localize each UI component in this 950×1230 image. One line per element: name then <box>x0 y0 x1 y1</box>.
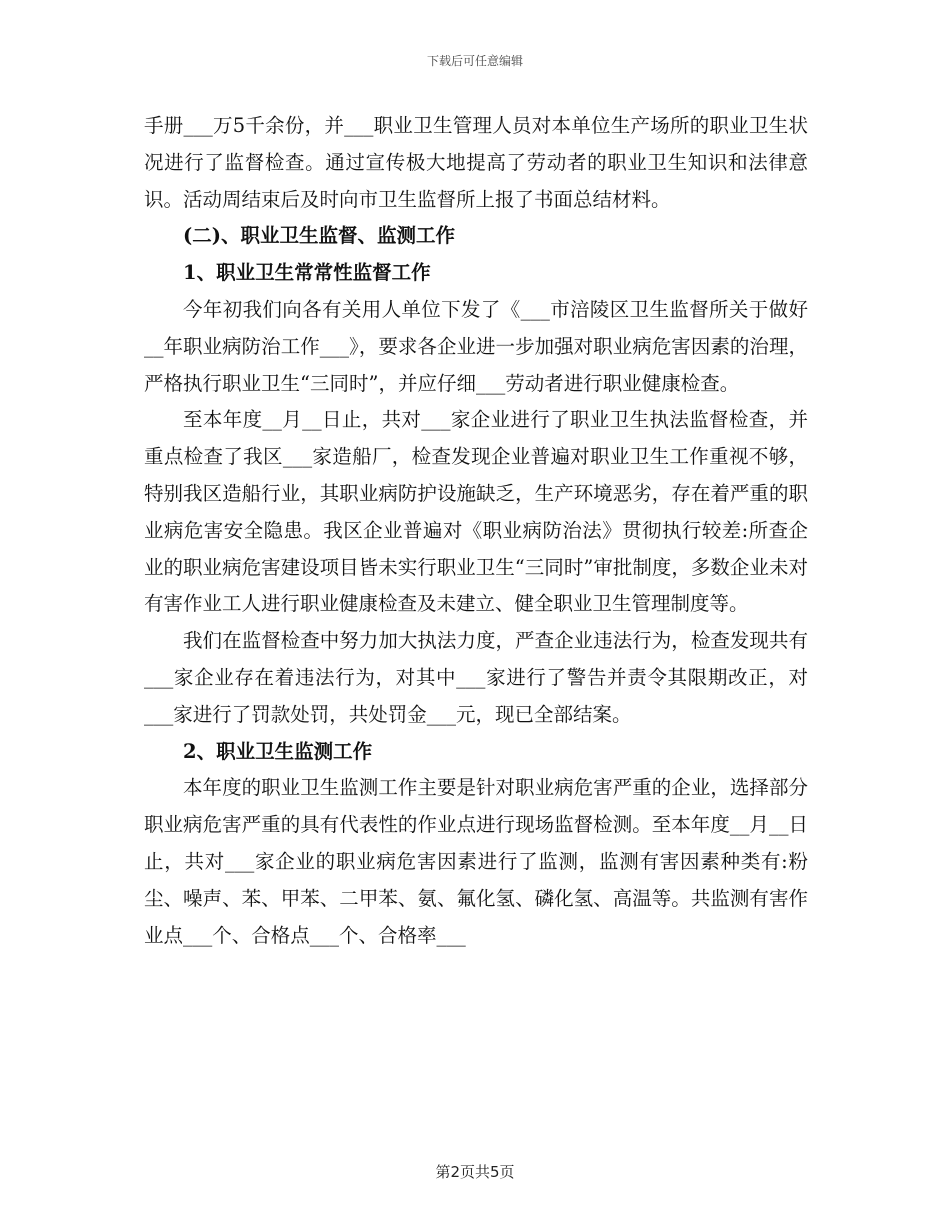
document-body <box>144 108 808 954</box>
subsection-heading-routine-supervision: 1、职业卫生常常性监督工作 <box>183 261 431 285</box>
paragraph-intro-continuation: 手册___万5千余份，并___职业卫生管理人员对本单位生产场所的职业卫生状况进行了监督检查。通过宣传极大地提高了劳动者的职业卫生知识和法律意识。活动周结束后及时向市卫生监督所上报了书面总结材料。 <box>144 114 808 211</box>
page-header: 下载后可任意编辑 <box>426 54 523 68</box>
page-footer: 第2页共5页 <box>435 1163 515 1181</box>
subsection-heading-monitoring: 2、职业卫生监测工作 <box>183 739 373 763</box>
paragraph-inspection-results: 至本年度__月__日止，共对___家企业进行了职业卫生执法监督检查，并重点检查了我区___家造船厂，检查发现企业普遍对职业卫生工作重视不够，特别我区造船行业，其职业病防护设施缺乏，生产环境恶劣，存在着严重的职业病危害安全隐患。我区企业普遍对《职业病防治法》贯彻执行较差:所查企业的职业病危害建设项目皆未实行职业卫生“三同时”审批制度，多数企业未对有害作业工人进行职业健康检查及未建立、健全职业卫生管理制度等。 <box>144 408 808 616</box>
paragraph-monitoring-work: 本年度的职业卫生监测工作主要是针对职业病危害严重的企业，选择部分职业病危害严重的具有代表性的作业点进行现场监督检测。至本年度__月__日止，共对___家企业的职业病危害因素进行了监测，监测有害因素种类有:粉尘、噪声、苯、甲苯、二甲苯、氨、氟化氢、磷化氢、高温等。共监测有害作业点___个、合格点___个、合格率___ <box>144 776 808 947</box>
paragraph-notice-issued: 今年初我们向各有关用人单位下发了《___市涪陵区卫生监督所关于做好__年职业病防治工作___》，要求各企业进一步加强对职业病危害因素的治理，严格执行职业卫生“三同时”，并应仔细___劳动者进行职业健康检查。 <box>144 297 808 395</box>
section-heading-supervision-monitoring: (二)、职业卫生监督、监测工作 <box>183 224 455 248</box>
paragraph-enforcement: 我们在监督检查中努力加大执法力度，严查企业违法行为，检查发现共有___家企业存在着违法行为，对其中___家进行了警告并责令其限期改正，对___家进行了罚款处罚，共处罚金___元，现已全部结案。 <box>144 629 808 726</box>
